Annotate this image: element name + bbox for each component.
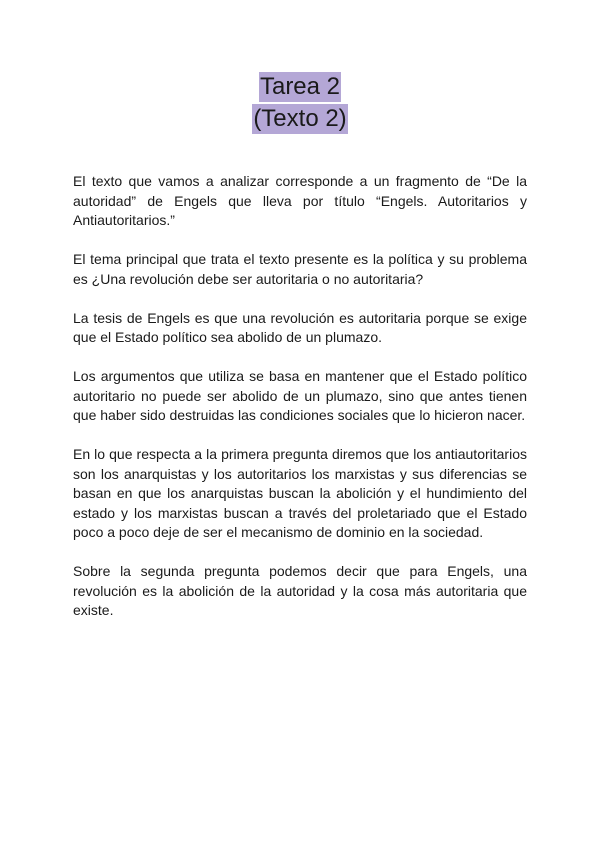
document-subtitle: (Texto 2): [253, 105, 347, 132]
paragraph-arguments: Los argumentos que utiliza se basa en mantener que el Estado político autoritario no puede ser abolido de un plumazo, sino que antes tienen que haber sido destruidas las condiciones sociales que lo hicieron nacer.: [73, 368, 527, 423]
paragraph-intro: El texto que vamos a analizar corresponde a un fragmento de “De la autoridad” de Engels que lleva por título “Engels. Autoritarios y Antiautoritarios.”: [73, 173, 527, 228]
paragraph-theme: El tema principal que trata el texto presente es la política y su problema es ¿Una revolución debe ser autoritaria o no autoritaria?: [73, 251, 527, 287]
document-body: [73, 172, 527, 640]
paragraph-thesis: La tesis de Engels es que una revolución es autoritaria porque se exige que el Estado político sea abolido de un plumazo.: [73, 309, 527, 345]
paragraph-second-question: Sobre la segunda pregunta podemos decir que para Engels, una revolución es la abolición de la autoridad y la cosa más autoritaria que existe.: [73, 563, 527, 618]
document-title: Tarea 2: [259, 73, 341, 100]
title-block: [0, 72, 600, 134]
paragraph-first-question: En lo que respecta a la primera pregunta diremos que los antiautoritarios son los anarquistas y los autoritarios los marxistas y sus diferencias se basan en que los anarquistas buscan la abolición y el hundimiento del estado y los marxistas buscan a través del proletariado que el Estado poco a poco deje de ser el mecanismo de dominio en la sociedad.: [73, 446, 527, 540]
